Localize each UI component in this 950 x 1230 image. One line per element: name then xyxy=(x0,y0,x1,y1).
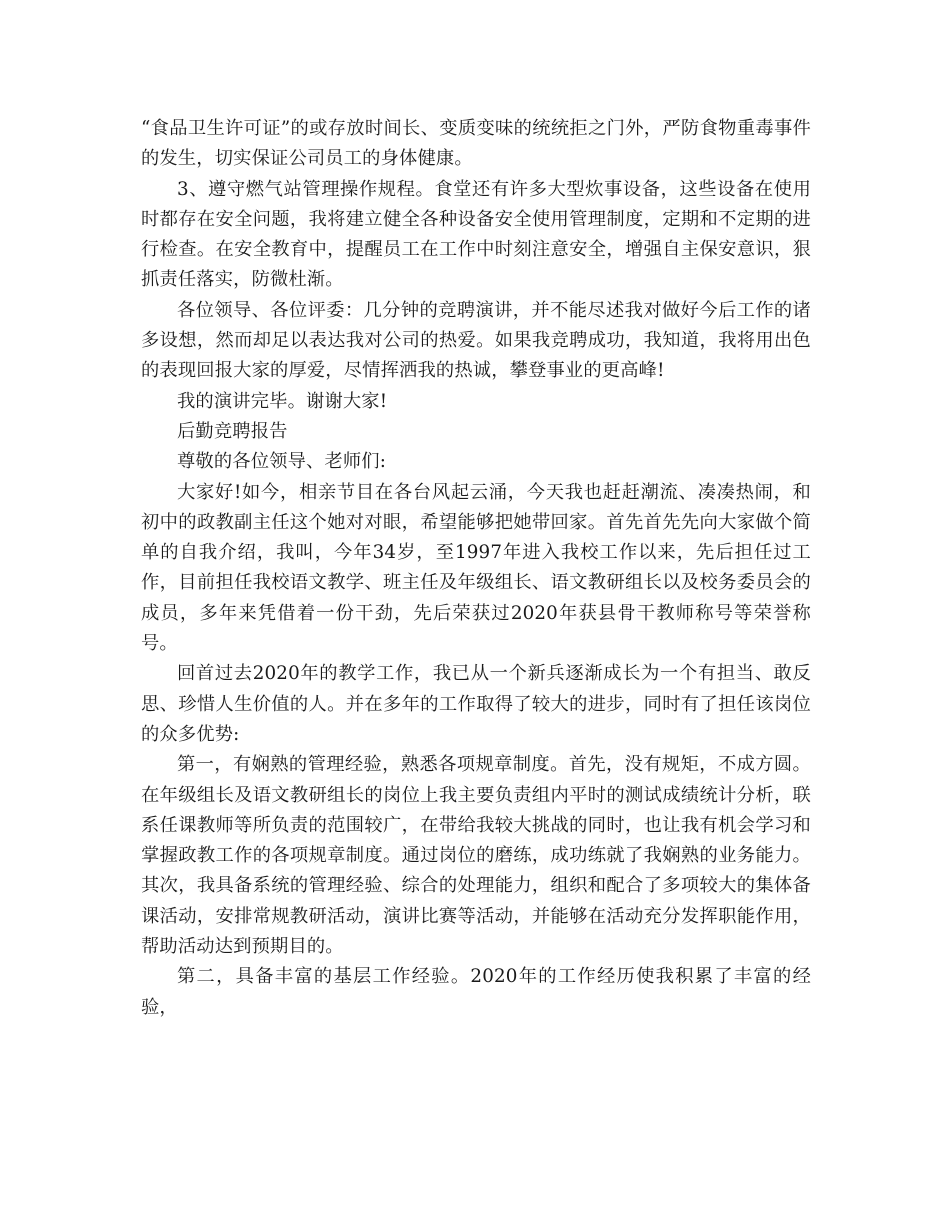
paragraph: 大家好!如今，相亲节目在各台风起云涌，今天我也赶赶潮流、凑凑热闹，和初中的政教副主任这个她对对眼，希望能够把她带回家。首先首先先向大家做个简单的自我介绍，我叫，今年34岁，至1997年进入我校工作以来，先后担任过工作，目前担任我校语文教学、班主任及年级组长、语文教研组长以及校务委员会的成员，多年来凭借着一份干劲，先后荣获过2020年获县骨干教师称号等荣誉称号。 xyxy=(141,481,811,655)
section-heading: 后勤竞聘报告 xyxy=(177,420,288,442)
paragraph: 各位领导、各位评委：几分钟的竞聘演讲，并不能尽述我对做好今后工作的诸多设想，然而却足以表达我对公司的热爱。如果我竞聘成功，我知道，我将用出色的表现回报大家的厚爱，尽情挥洒我的热诚，攀登事业的更高峰! xyxy=(141,299,811,382)
paragraph: “食品卫生许可证”的或存放时间长、变质变味的统统拒之门外，严防食物重毒事件的发生，切实保证公司员工的身体健康。 xyxy=(141,118,811,170)
salutation: 尊敬的各位领导、老师们: xyxy=(177,451,387,473)
paragraph: 3、遵守燃气站管理操作规程。食堂还有许多大型炊事设备，这些设备在使用时都存在安全问题，我将建立健全各种设备安全使用管理制度，定期和不定期的进行检查。在安全教育中，提醒员工在工作中时刻注意安全，增强自主保安意识，狠抓责任落实，防微杜渐。 xyxy=(141,178,811,291)
paragraph: 第一，有娴熟的管理经验，熟悉各项规章制度。首先，没有规矩，不成方圆。在年级组长及语文教研组长的岗位上我主要负责组内平时的测试成绩统计分析，联系任课教师等所负责的范围较广，在带给我较大挑战的同时，也让我有机会学习和掌握政教工作的各项规章制度。通过岗位的磨练，成功练就了我娴熟的业务能力。其次，我具备系统的管理经验、综合的处理能力，组织和配合了多项较大的集体备课活动，安排常规教研活动，演讲比赛等活动，并能够在活动充分发挥职能作用，帮助活动达到预期目的。 xyxy=(141,754,811,958)
paragraph: 我的演讲完毕。谢谢大家! xyxy=(177,390,388,412)
document-body xyxy=(141,114,811,1023)
paragraph: 回首过去2020年的教学工作，我已从一个新兵逐渐成长为一个有担当、敢反思、珍惜人生价值的人。并在多年的工作取得了较大的进步，同时有了担任该岗位的众多优势: xyxy=(141,663,811,745)
paragraph: 第二，具备丰富的基层工作经验。2020年的工作经历使我积累了丰富的经验， xyxy=(141,966,811,1018)
